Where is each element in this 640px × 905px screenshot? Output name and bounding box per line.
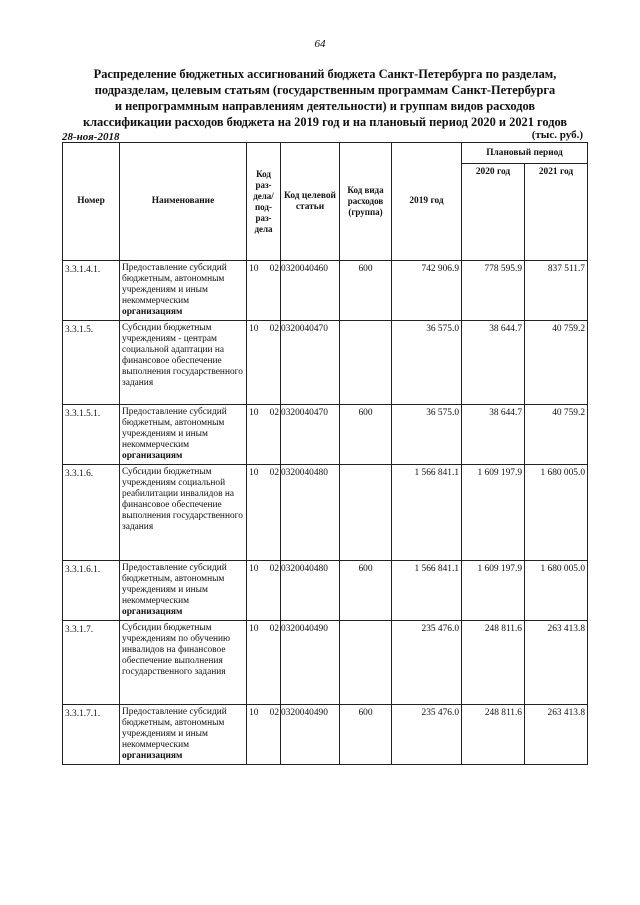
row-value-2021: 40 759.2 (525, 321, 588, 405)
row-expense-kind: 600 (340, 561, 392, 621)
row-razdel: 10 (249, 624, 259, 634)
table-row (63, 405, 588, 465)
row-name-text: Предоставление субсидий бюджетным, автономным учреждениям и иным некоммерческим (122, 563, 227, 606)
row-name (120, 321, 247, 405)
row-target-code: 0320040490 (281, 621, 340, 705)
row-target-code: 0320040490 (281, 705, 340, 765)
row-podrazdel: 02 (269, 408, 279, 418)
row-number: 3.3.1.7.1. (63, 705, 120, 765)
row-section-code (247, 405, 281, 465)
row-razdel: 10 (249, 408, 259, 418)
row-name (120, 621, 247, 705)
title-line-3: и непрограммным направлениям деятельности) и группам видов расходов (114, 99, 536, 113)
row-podrazdel: 02 (269, 564, 279, 574)
table-row (63, 321, 588, 405)
row-name-bold: организациям (122, 751, 183, 761)
row-razdel: 10 (249, 564, 259, 574)
table-row (63, 621, 588, 705)
document-date: 28-ноя-2018 (62, 131, 120, 143)
row-section-code (247, 621, 281, 705)
row-value-2021: 263 413.8 (525, 621, 588, 705)
row-value-2019: 36 575.0 (392, 321, 462, 405)
document-title (60, 66, 590, 130)
row-value-2019: 742 906.9 (392, 261, 462, 321)
row-value-2020: 248 811.6 (462, 705, 525, 765)
row-expense-kind (340, 465, 392, 561)
row-name (120, 405, 247, 465)
row-value-2021: 40 759.2 (525, 405, 588, 465)
title-line-2: подразделам, целевым статьям (государственным программам Санкт-Петербурга (94, 83, 556, 97)
row-razdel: 10 (249, 324, 259, 334)
table-row (63, 561, 588, 621)
row-razdel: 10 (249, 468, 259, 478)
units-label: (тыс. руб.) (531, 129, 583, 141)
row-target-code: 0320040480 (281, 561, 340, 621)
row-number: 3.3.1.4.1. (63, 261, 120, 321)
row-target-code: 0320040460 (281, 261, 340, 321)
row-section-code (247, 261, 281, 321)
title-line-4: классификации расходов бюджета на 2019 год и на плановый период 2020 и 2021 годов (82, 115, 568, 129)
row-value-2019: 36 575.0 (392, 405, 462, 465)
header-2019: 2019 год (392, 143, 462, 261)
row-value-2019: 235 476.0 (392, 621, 462, 705)
row-value-2019: 235 476.0 (392, 705, 462, 765)
row-section-code (247, 705, 281, 765)
row-name-text: Предоставление субсидий бюджетным, автономным учреждениям и иным некоммерческим (122, 263, 227, 306)
row-name (120, 705, 247, 765)
budget-table (62, 142, 588, 765)
table-row (63, 261, 588, 321)
header-expense-kind: Код вида расходов (группа) (340, 143, 392, 261)
row-value-2020: 38 644.7 (462, 405, 525, 465)
row-name-text: Субсидии бюджетным учреждениям по обучению инвалидов на финансовое обеспечение выполнения государственного задания (122, 623, 231, 677)
row-expense-kind (340, 321, 392, 405)
row-value-2020: 1 609 197.9 (462, 465, 525, 561)
row-name-text: Субсидии бюджетным учреждениям социальной реабилитации инвалидов на финансовое обеспечение выполнения государственного задания (122, 467, 243, 532)
row-expense-kind: 600 (340, 261, 392, 321)
title-line-1: Распределение бюджетных ассигнований бюджета Санкт-Петербурга по разделам, (93, 67, 557, 81)
header-2021: 2021 год (525, 164, 588, 261)
row-value-2020: 1 609 197.9 (462, 561, 525, 621)
page-number: 64 (314, 38, 326, 50)
row-name-text: Предоставление субсидий бюджетным, автономным учреждениям и иным некоммерческим (122, 407, 227, 450)
row-expense-kind: 600 (340, 705, 392, 765)
row-name-bold: организациям (122, 451, 183, 461)
row-name-bold: организациям (122, 607, 183, 617)
row-value-2019: 1 566 841.1 (392, 465, 462, 561)
row-section-code (247, 561, 281, 621)
row-target-code: 0320040480 (281, 465, 340, 561)
row-name (120, 465, 247, 561)
row-target-code: 0320040470 (281, 321, 340, 405)
row-expense-kind: 600 (340, 405, 392, 465)
row-value-2021: 1 680 005.0 (525, 465, 588, 561)
row-number: 3.3.1.6. (63, 465, 120, 561)
row-name (120, 561, 247, 621)
header-2020: 2020 год (462, 164, 525, 261)
row-name-bold: организациям (122, 307, 183, 317)
row-expense-kind (340, 621, 392, 705)
row-value-2020: 778 595.9 (462, 261, 525, 321)
table-body (63, 261, 588, 765)
row-value-2019: 1 566 841.1 (392, 561, 462, 621)
row-value-2020: 38 644.7 (462, 321, 525, 405)
header-target-code: Код целевой статьи (281, 143, 340, 261)
row-number: 3.3.1.7. (63, 621, 120, 705)
row-section-code (247, 321, 281, 405)
header-section-code: Код раз-дела/ под-раз-дела (247, 143, 281, 261)
row-razdel: 10 (249, 264, 259, 274)
row-value-2021: 1 680 005.0 (525, 561, 588, 621)
row-value-2021: 837 511.7 (525, 261, 588, 321)
header-number: Номер (63, 143, 120, 261)
row-podrazdel: 02 (269, 468, 279, 478)
row-number: 3.3.1.6.1. (63, 561, 120, 621)
header-planned-period: Плановый период (462, 143, 588, 164)
row-podrazdel: 02 (269, 264, 279, 274)
row-podrazdel: 02 (269, 624, 279, 634)
row-name-text: Предоставление субсидий бюджетным, автономным учреждениям и иным некоммерческим (122, 707, 227, 750)
row-section-code (247, 465, 281, 561)
row-podrazdel: 02 (269, 324, 279, 334)
row-name-text: Субсидии бюджетным учреждениям - центрам социальной адаптации на финансовое обеспечение выполнения государственного задания (122, 323, 243, 388)
row-number: 3.3.1.5.1. (63, 405, 120, 465)
row-target-code: 0320040470 (281, 405, 340, 465)
row-podrazdel: 02 (269, 708, 279, 718)
row-number: 3.3.1.5. (63, 321, 120, 405)
table-row (63, 705, 588, 765)
row-razdel: 10 (249, 708, 259, 718)
row-value-2021: 263 413.8 (525, 705, 588, 765)
row-value-2020: 248 811.6 (462, 621, 525, 705)
header-name: Наименование (120, 143, 247, 261)
table-row (63, 465, 588, 561)
row-name (120, 261, 247, 321)
